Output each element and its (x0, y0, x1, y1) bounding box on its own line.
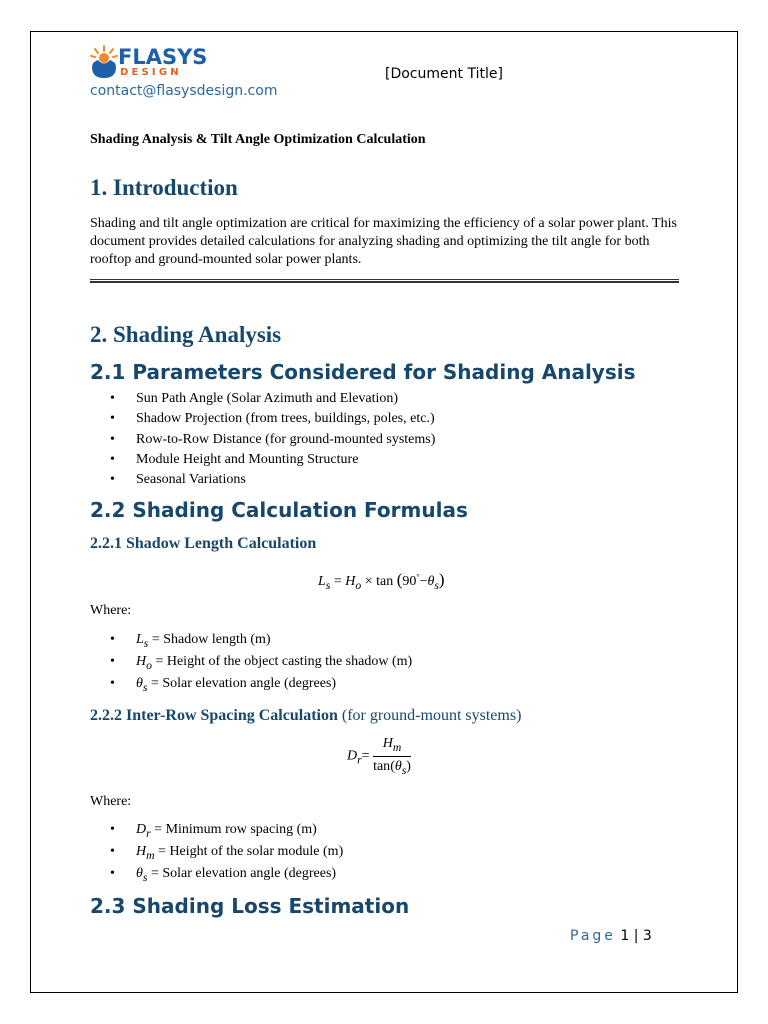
where-label: Where: (90, 603, 132, 618)
definition-subscript: s (142, 680, 148, 694)
formula-fraction (373, 736, 411, 777)
spacing-definitions-list (110, 819, 343, 885)
formula-equals: = (333, 574, 342, 589)
formula-paren: ( (390, 758, 395, 774)
loss-heading: 2.3 Shading Loss Estimation (90, 894, 410, 918)
list-item (110, 841, 343, 863)
page-current: 1 (620, 928, 630, 944)
page-total: 3 (642, 928, 652, 944)
fraction-denominator (373, 757, 411, 777)
params-heading: 2.1 Parameters Considered for Shading Analysis (90, 360, 636, 384)
shadow-length-heading (90, 535, 316, 553)
formula-symbol: D (347, 748, 358, 764)
section-divider (90, 279, 679, 283)
definition-symbol: H (136, 844, 147, 859)
formula-subscript: o (355, 578, 362, 592)
formula-subscript: s (401, 763, 407, 777)
definition-symbol: θ (136, 866, 143, 881)
list-item (110, 651, 412, 673)
definition-text: = Height of the object casting the shadow (m) (151, 654, 413, 669)
formula-angle: 90 (402, 574, 417, 589)
spacing-formula (347, 736, 411, 777)
params-list (110, 389, 435, 490)
formula-subscript: m (392, 740, 402, 754)
page-label: Page (570, 928, 616, 944)
logo-drop-icon (90, 45, 118, 79)
logo-subtext: DESIGN (120, 67, 182, 78)
formula-symbol: H (345, 574, 356, 589)
definition-symbol: H (136, 654, 147, 669)
shadow-length-heading-text: 2.2.1 Shadow Length Calculation (90, 535, 317, 552)
fraction-numerator (373, 736, 411, 757)
definition-subscript: s (142, 870, 148, 884)
spacing-heading (90, 707, 521, 725)
formula-subscript: r (357, 753, 362, 767)
formula-subscript: s (434, 578, 439, 592)
shadow-definitions-list (110, 629, 412, 695)
company-logo (90, 45, 210, 81)
definition-text: = Solar elevation angle (degrees) (147, 676, 337, 691)
definition-subscript: m (146, 848, 155, 862)
list-item (110, 863, 343, 885)
where-label: Where: (90, 794, 132, 809)
logo-text: FLASYS (118, 45, 208, 69)
definition-text: = Height of the solar module (m) (154, 844, 344, 859)
definition-subscript: s (143, 636, 149, 650)
list-item: • Sun Path Angle (Solar Azimuth and Elevation) (110, 389, 435, 409)
definition-subscript: o (146, 658, 152, 672)
formula-symbol: H (382, 736, 393, 751)
spacing-heading-bold: 2.2.2 Inter-Row Spacing Calculation (90, 707, 338, 724)
formula-function: tan (373, 758, 391, 774)
formula-degree: ° (416, 572, 420, 582)
shadow-length-formula (318, 570, 445, 592)
formula-symbol: θ (427, 574, 435, 589)
formulas-heading: 2.2 Shading Calculation Formulas (90, 498, 468, 522)
definition-symbol: L (136, 632, 144, 647)
formula-operator: × tan (364, 574, 394, 589)
shading-heading: 2. Shading Analysis (90, 322, 282, 347)
formula-paren: ) (438, 570, 445, 589)
formula-subscript: s (325, 578, 331, 592)
list-item: • Shadow Projection (from trees, buildings, poles, etc.) (110, 409, 435, 429)
definition-text: = Minimum row spacing (m) (150, 822, 317, 837)
page-separator: | (633, 928, 639, 944)
document-subject: Shading Analysis & Tilt Angle Optimization Calculation (90, 132, 426, 147)
formula-paren: ) (406, 758, 411, 774)
formula-paren: ( (396, 570, 403, 589)
list-item (110, 629, 412, 651)
document-title: [Document Title] (385, 66, 503, 82)
definition-text: = Solar elevation angle (degrees) (147, 866, 337, 881)
list-item: • Module Height and Mounting Structure (110, 450, 435, 470)
definition-subscript: r (146, 826, 151, 840)
list-item (110, 819, 343, 841)
definition-text: = Shadow length (m) (148, 632, 271, 647)
list-item (110, 673, 412, 695)
list-item: • Row-to-Row Distance (for ground-mounted systems) (110, 430, 435, 450)
page-footer (570, 928, 652, 944)
list-item: • Seasonal Variations (110, 470, 435, 490)
spacing-heading-rest: (for ground-mount systems) (337, 707, 522, 724)
formula-minus: − (419, 574, 428, 589)
intro-paragraph: Shading and tilt angle optimization are critical for maximizing the efficiency of a solar power plant. This document provides detailed calculations for analyzing shading and optimizing the tilt angle for both rooftop and ground-mounted solar power plants. (90, 216, 677, 267)
formula-symbol: L (318, 574, 326, 589)
definition-symbol: D (136, 822, 147, 837)
definition-symbol: θ (136, 676, 143, 691)
formula-equals: = (361, 748, 370, 764)
contact-email[interactable]: contact@flasysdesign.com (90, 83, 278, 99)
formula-symbol: θ (394, 758, 402, 774)
intro-heading: 1. Introduction (90, 175, 238, 200)
